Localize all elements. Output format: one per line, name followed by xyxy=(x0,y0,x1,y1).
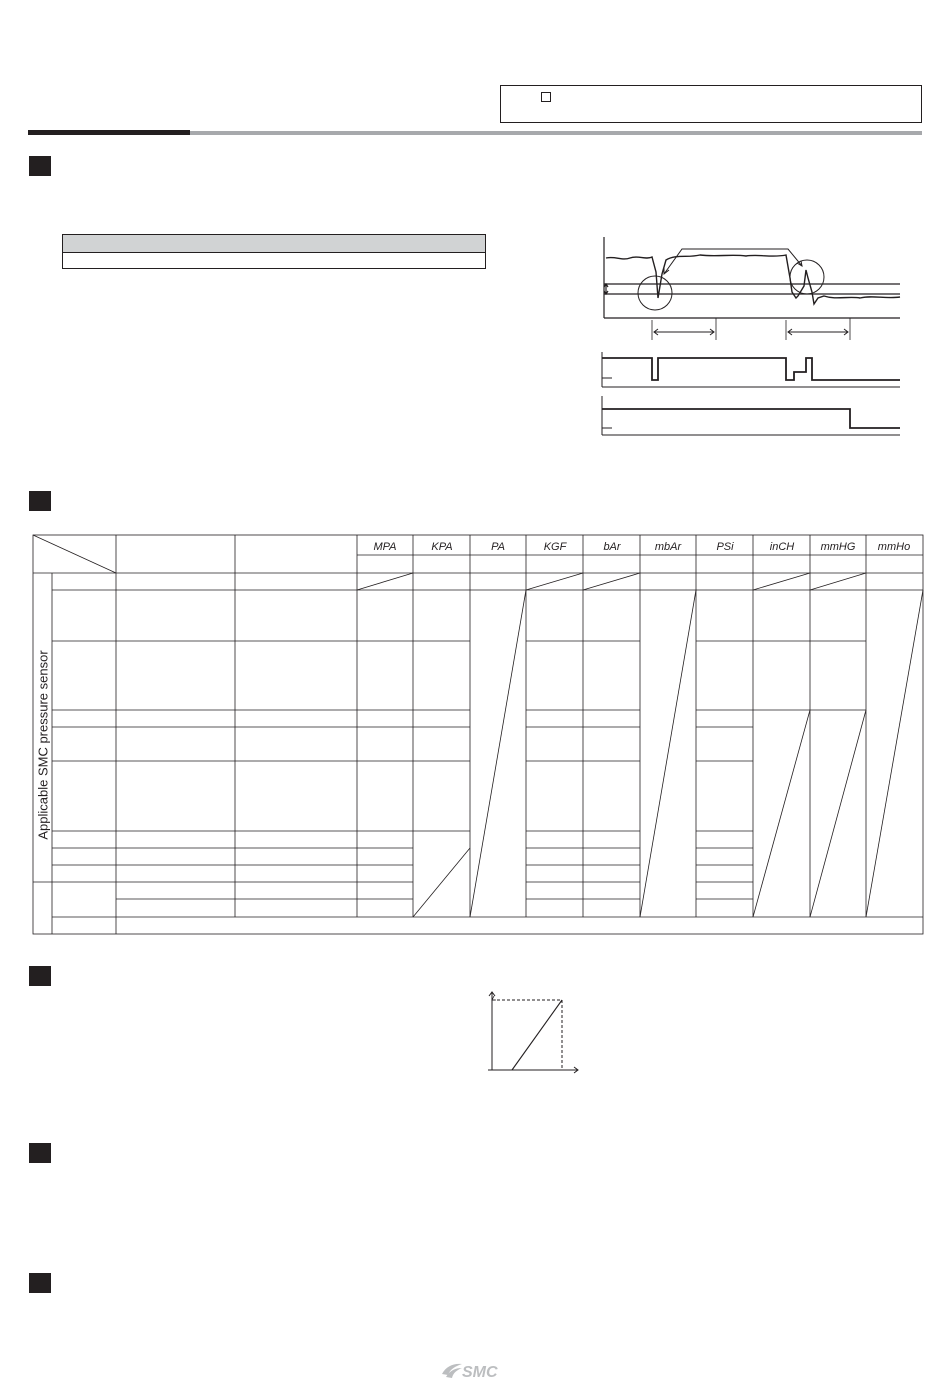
mmh2o-column-diagonal xyxy=(866,590,923,917)
section-marker-4 xyxy=(29,1143,51,1163)
unit-glyph-bar: bAr xyxy=(603,541,621,553)
unit-glyph-mmhg: mmHG xyxy=(820,541,856,553)
drop-spike-circle xyxy=(638,276,672,310)
spec-mini-table-header xyxy=(63,235,485,253)
inhg-column-diagonal xyxy=(753,710,810,917)
section-marker-2 xyxy=(29,491,51,511)
kpa-lower-diagonal xyxy=(413,848,470,917)
smc-logo-text: SMC xyxy=(462,1364,498,1380)
graph-output-line xyxy=(512,1000,562,1070)
unit-glyph-kpa: KPA xyxy=(431,541,453,553)
unit-glyph-pa: PA xyxy=(491,541,505,553)
display-units-table xyxy=(32,534,924,936)
pressure-signal-line xyxy=(606,255,900,304)
unit-glyph-inhg: inCH xyxy=(769,541,795,553)
output-with-delay-signal xyxy=(602,409,900,428)
table-corner-diagonal xyxy=(33,535,116,573)
unit-glyph-kgf: KGF xyxy=(543,541,567,553)
rise-spike-circle xyxy=(790,260,824,294)
spec-mini-table xyxy=(62,234,486,269)
analog-output-graph xyxy=(486,990,582,1076)
unit-glyph-psi: PSi xyxy=(716,541,734,553)
model-checkbox-square xyxy=(541,92,551,102)
applicable-sensor-label: Applicable SMC pressure sensor xyxy=(35,649,51,840)
section-marker-3 xyxy=(29,966,51,986)
table-outer-border xyxy=(33,535,923,934)
mmhg-column-diagonal xyxy=(810,710,866,917)
pa-column-diagonal xyxy=(470,590,526,917)
mbar-column-diagonal xyxy=(640,590,696,917)
header-rule-light xyxy=(190,131,922,135)
header-model-box xyxy=(500,85,922,123)
unit-glyph-mbar: mbAr xyxy=(654,541,682,553)
section-marker-5 xyxy=(29,1273,51,1293)
section-marker-1 xyxy=(29,156,51,176)
output-without-delay-signal xyxy=(602,358,900,380)
delay-time-waveform-diagram xyxy=(596,232,902,440)
unit-glyph-mmh2o: mmHo xyxy=(877,541,911,553)
smc-logo xyxy=(440,1360,512,1380)
header-rule-dark xyxy=(28,130,190,135)
unit-glyph-mpa: MPA xyxy=(373,541,397,553)
